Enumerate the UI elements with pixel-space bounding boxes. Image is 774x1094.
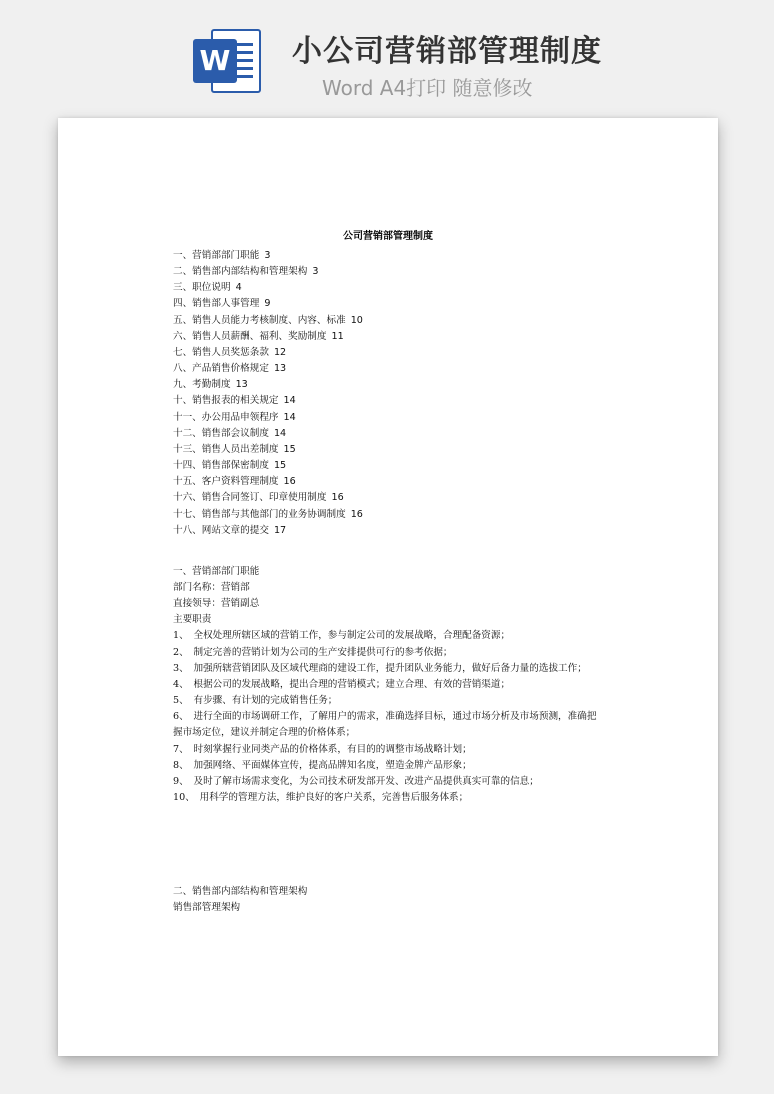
duty-item: 2、 制定完善的营销计划为公司的生产安排提供可行的参考依据； xyxy=(173,646,453,658)
duty-item: 10、 用科学的管理方法，维护良好的客户关系，完善售后服务体系； xyxy=(173,792,469,803)
section-subheading: 销售部管理架构 xyxy=(173,902,241,914)
duties-heading: 主要职责 xyxy=(173,614,212,626)
section-heading: 二、销售部内部结构和管理架构 xyxy=(173,886,308,898)
toc-item[interactable]: 四、销售部人事管理 9 xyxy=(173,298,271,310)
duty-item: 1、 全权处理所辖区域的营销工作，参与制定公司的发展战略，合理配备资源； xyxy=(173,630,511,642)
toc-item[interactable]: 十七、销售部与其他部门的业务协调制度 16 xyxy=(173,508,363,520)
toc-item[interactable]: 一、营销部部门职能 3 xyxy=(173,250,271,261)
dept-name: 部门名称：营销部 xyxy=(173,581,250,593)
toc-item[interactable]: 九、考勤制度 13 xyxy=(173,379,248,391)
page-subtitle: Word A4打印 随意修改 xyxy=(322,76,533,100)
toc-item[interactable]: 十、销售报表的相关规定 14 xyxy=(173,395,296,407)
duty-item: 6、 进行全面的市场调研工作，了解用户的需求，准确选择目标，通过市场分析及市场预测，准确把握市场定位，建议并制定合理的价格体系； xyxy=(173,711,597,739)
toc-item[interactable]: 十二、销售部会议制度 14 xyxy=(173,427,287,439)
duty-item: 3、 加强所辖营销团队及区域代理商的建设工作，提升团队业务能力，做好后备力量的选拔工作； xyxy=(173,662,587,674)
section-heading: 一、营销部部门职能 xyxy=(173,565,260,577)
table-of-contents xyxy=(173,248,605,539)
word-badge: W xyxy=(193,39,237,83)
duty-item: 4、 根据公司的发展战略，提出合理的营销模式；建立合理、有效的营销渠道； xyxy=(173,678,511,690)
toc-item[interactable]: 二、销售部内部结构和管理架构 3 xyxy=(173,266,319,278)
toc-item[interactable]: 六、销售人员薪酬、福利、奖励制度 11 xyxy=(173,330,344,342)
toc-item[interactable]: 八、产品销售价格规定 13 xyxy=(173,363,287,375)
toc-item[interactable]: 十一、办公用品申领程序 14 xyxy=(173,411,296,423)
section-1 xyxy=(173,564,605,806)
duty-item: 5、 有步骤、有计划的完成销售任务； xyxy=(173,695,338,707)
toc-item[interactable]: 五、销售人员能力考核制度、内容、标准 10 xyxy=(173,314,363,326)
toc-item[interactable]: 十三、销售人员出差制度 15 xyxy=(173,443,296,455)
duty-item: 8、 加强网络、平面媒体宣传，提高品牌知名度，塑造金牌产品形象； xyxy=(173,759,472,771)
page-title: 小公司营销部管理制度 xyxy=(292,34,602,69)
page-header xyxy=(0,0,774,110)
toc-item[interactable]: 七、销售人员奖惩条款 12 xyxy=(173,346,287,358)
toc-item[interactable]: 十六、销售合同签订、印章使用制度 16 xyxy=(173,492,344,504)
word-doc-icon xyxy=(193,25,265,97)
duty-item: 7、 时刻掌握行业同类产品的价格体系，有目的的调整市场战略计划； xyxy=(173,743,472,755)
duty-item: 9、 及时了解市场需求变化，为公司技术研发部开发、改进产品提供真实可靠的信息； xyxy=(173,775,539,787)
toc-item[interactable]: 十八、网站文章的提交 17 xyxy=(173,524,287,536)
toc-item[interactable]: 十四、销售部保密制度 15 xyxy=(173,460,287,472)
toc-item[interactable]: 十五、客户资料管理制度 16 xyxy=(173,476,296,488)
toc-item[interactable]: 三、职位说明 4 xyxy=(173,282,242,294)
dept-leader: 直接领导：营销副总 xyxy=(173,598,260,610)
section-2 xyxy=(173,884,605,916)
document-title: 公司营销部管理制度 xyxy=(343,231,433,242)
document-body xyxy=(173,248,605,916)
document-page xyxy=(58,118,718,1056)
